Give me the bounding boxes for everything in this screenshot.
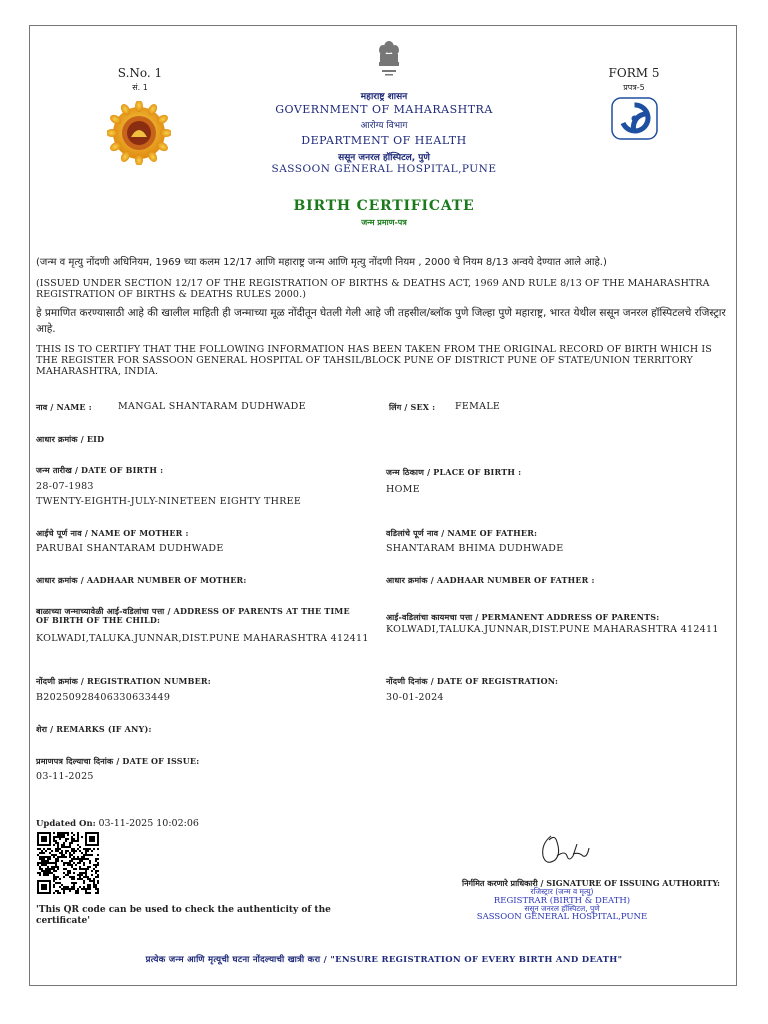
mother-name-value: PARUBAI SHANTARAM DUDHWADE: [36, 543, 224, 554]
issue-date-value: 03-11-2025: [36, 771, 94, 782]
updated-on: [36, 818, 199, 829]
eid-label: आधार क्रमांक / EID: [36, 434, 105, 444]
name-value: MANGAL SHANTARAM DUDHWADE: [118, 401, 306, 412]
registration-slogan: प्रत्येक जन्म आणि मृत्यूची घटना नोंदल्याची खात्री करा / "ENSURE REGISTRATION OF EVERY BIRTH AND DEATH": [145, 955, 623, 965]
signature-label: निर्गमित करणारे प्राधिकारी / SIGNATURE OF ISSUING AUTHORITY:: [462, 878, 720, 888]
government-title: GOVERNMENT OF MAHARASHTRA: [275, 103, 493, 116]
registration-logo-icon: [611, 97, 658, 140]
father-name-label: वडिलांचे पूर्ण नाव / NAME OF FATHER:: [386, 528, 538, 538]
act-reference: (ISSUED UNDER SECTION 12/17 OF THE REGISTRATION OF BIRTHS & DEATHS ACT, 1969 AND RULE 8/13 OF THE MAHARASHTRA REGISTRATION OF BIRTHS & DEATHS RULES 2000.): [36, 278, 710, 300]
department-title: DEPARTMENT OF HEALTH: [301, 134, 467, 147]
aadhaar-mother-label: आधार क्रमांक / AADHAAR NUMBER OF MOTHER:: [36, 575, 247, 585]
address-at-birth-label: बाळाच्या जन्माच्यावेळी आई-वडिलांचा पत्ता / ADDRESS OF PARENTS AT THE TIME OF BIRTH OF THE CHILD:: [36, 606, 350, 625]
permanent-address-label: आई-वडिलांचा कायमचा पत्ता / PERMANENT ADDRESS OF PARENTS:: [386, 612, 660, 622]
registrar-hospital-mr: ससून जनरल हॉस्पिटल, पुणे: [524, 904, 600, 913]
certificate-title: BIRTH CERTIFICATE: [293, 198, 475, 214]
father-name-value: SHANTARAM BHIMA DUDHWADE: [386, 543, 564, 554]
registrar-title: REGISTRAR (BIRTH & DEATH): [493, 896, 631, 906]
form-number: FORM 5: [608, 66, 660, 80]
act-reference-mr: (जन्म व मृत्यु नोंदणी अधिनियम, 1969 च्या कलम 12/17 आणि महाराष्ट्र जन्म आणि मृत्यु नोंदणी नियम , 2000 चे नियम 8/13 अन्वये देण्यात आले आहे.): [36, 257, 607, 268]
address-at-birth-value: KOLWADI,TALUKA.JUNNAR,DIST.PUNE MAHARASHTRA 412411: [36, 633, 369, 644]
maharashtra-seal-icon: [107, 101, 171, 165]
sex-label: लिंग / SEX :: [389, 402, 436, 412]
updated-on-value: 03-11-2025 10:02:06: [98, 818, 199, 829]
name-label: नाव / NAME :: [36, 402, 92, 412]
dob-value: 28-07-1983: [36, 481, 94, 492]
certify-statement: THIS IS TO CERTIFY THAT THE FOLLOWING INFORMATION HAS BEEN TAKEN FROM THE ORIGINAL RECORD OF BIRTH WHICH IS THE REGISTER FOR SASSOON GENERAL HOSPITAL OF TAHSIL/BLOCK PUNE OF DISTRICT PUNE OF STATE/UNION TERRITORY MAHARASHTRA, INDIA.: [36, 344, 712, 377]
registration-date-value: 30-01-2024: [386, 692, 444, 703]
pob-value: HOME: [386, 484, 420, 495]
department-title-mr: आरोग्य विभाग: [360, 121, 408, 131]
certify-statement-mr: हे प्रमाणित करण्यासाठी आहे की खालील माहिती ही जन्माच्या मूळ नोंदीतून घेतली गेली आहे जी तहसील/ब्लॉक पुणे जिल्हा पुणे महाराष्ट्र, भारत येथील ससून जनरल हॉस्पिटलचे रजिस्ट्रार आहे.: [36, 307, 726, 335]
serial-number-mr: सं. 1: [132, 83, 148, 92]
issue-date-label: प्रमाणपत्र दिल्याचा दिनांक / DATE OF ISSUE:: [36, 756, 200, 766]
registration-number-label: नोंदणी क्रमांक / REGISTRATION NUMBER:: [36, 676, 211, 686]
form-number-mr: प्रपत्र-5: [623, 83, 645, 92]
dob-label: जन्म तारीख / DATE OF BIRTH :: [36, 465, 164, 475]
aadhaar-father-label: आधार क्रमांक / AADHAAR NUMBER OF FATHER :: [386, 575, 595, 585]
signature-icon: [537, 826, 593, 870]
mother-name-label: आईचे पूर्ण नाव / NAME OF MOTHER :: [36, 528, 189, 538]
dob-words: TWENTY-EIGHTH-JULY-NINETEEN EIGHTY THREE: [36, 496, 302, 507]
hospital-title-mr: ससून जनरल हॉस्पिटल, पुणे: [338, 153, 430, 163]
registrar-hospital: SASSOON GENERAL HOSPITAL,PUNE: [476, 912, 648, 922]
qr-note: 'This QR code can be used to check the authenticity of the certificate': [36, 905, 331, 926]
registration-number-value: B20250928406330633449: [36, 692, 171, 703]
registrar-title-mr: रजिस्ट्रार (जन्म व मृत्यु): [530, 887, 594, 896]
registration-date-label: नोंदणी दिनांक / DATE OF REGISTRATION:: [386, 676, 559, 686]
national-emblem-icon: [376, 38, 402, 80]
updated-on-label: Updated On:: [36, 819, 96, 829]
permanent-address-value: KOLWADI,TALUKA.JUNNAR,DIST.PUNE MAHARASHTRA 412411: [386, 624, 719, 635]
remarks-label: शेरा / REMARKS (IF ANY):: [36, 724, 152, 734]
government-title-mr: महाराष्ट्र शासन: [360, 92, 408, 102]
qr-code-icon[interactable]: [37, 832, 99, 894]
pob-label: जन्म ठिकाण / PLACE OF BIRTH :: [386, 467, 522, 477]
sex-value: FEMALE: [455, 401, 501, 412]
serial-number: S.No. 1: [117, 66, 163, 80]
hospital-title: SASSOON GENERAL HOSPITAL,PUNE: [271, 163, 497, 175]
certificate-title-mr: जन्म प्रमाण-पत्र: [361, 218, 407, 227]
